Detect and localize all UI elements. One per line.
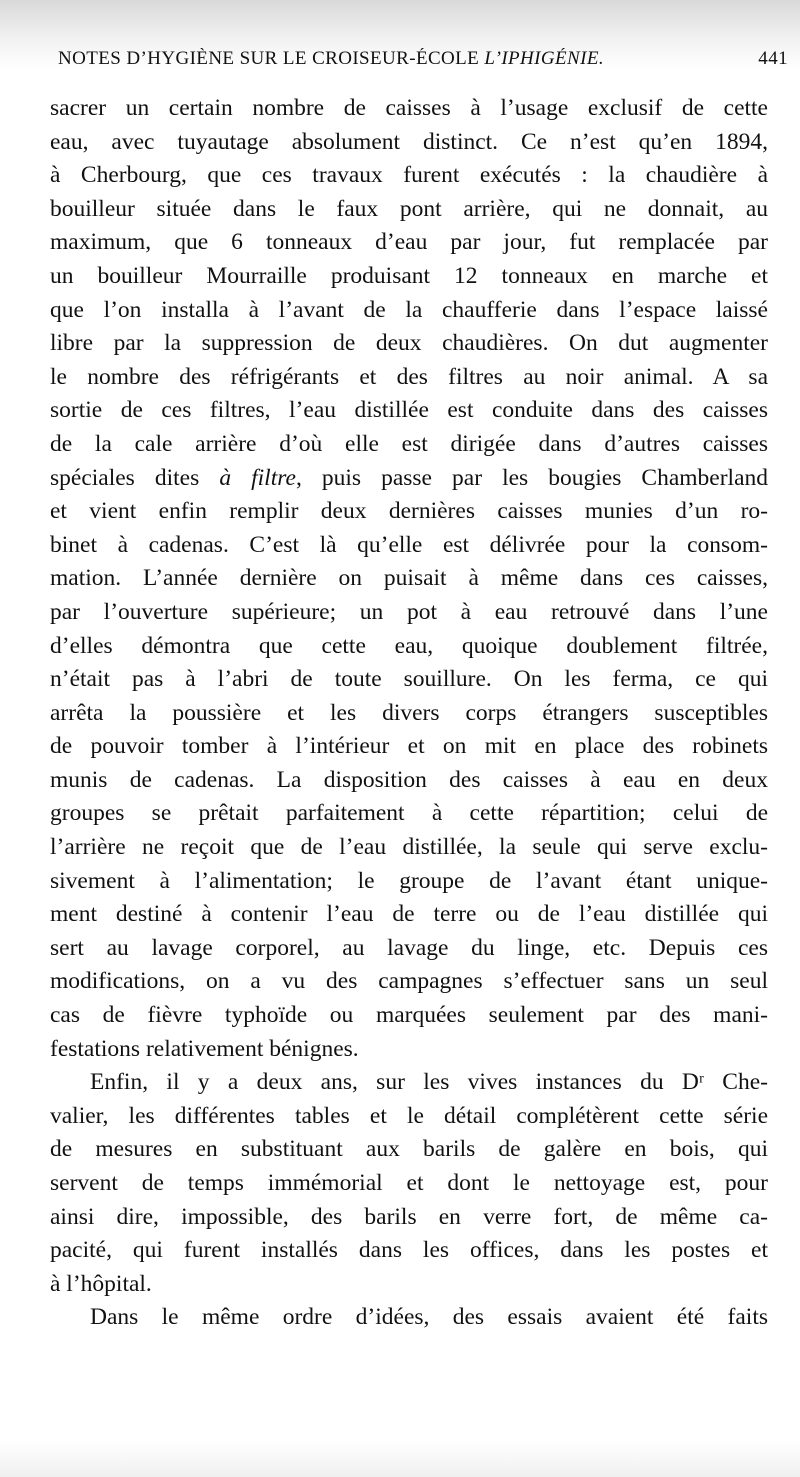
text-line: bouilleur située dans le faux pont arrière, qui ne donnait, au <box>50 195 768 222</box>
text-line: arrêta la poussière et les divers corps étrangers susceptibles <box>50 699 768 726</box>
text-line: n’était pas à l’abri de toute souillure. On les ferma, ce qui <box>50 666 768 693</box>
text-line: servent de temps immémorial et dont le nettoyage est, pour <box>50 1170 768 1196</box>
paragraph <box>50 92 768 1066</box>
page-number: 441 <box>758 48 788 69</box>
text-line: munis de cadenas. La disposition des caisses à eau en deux <box>50 766 768 793</box>
text-line: l’arrière ne reçoit que de l’eau distillée, la seule qui serve exclu- <box>50 834 768 861</box>
text-line: binet à cadenas. C’est là qu’elle est délivrée pour la consom- <box>50 531 768 558</box>
text-line: groupes se prêtait parfaitement à cette répartition; celui de <box>50 800 768 827</box>
text-line: sacrer un certain nombre de caisses à l’usage exclusif de cette <box>50 95 768 121</box>
text-line: maximum, que 6 tonneaux d’eau par jour, fut remplacée par <box>50 229 768 256</box>
text-line: que l’on installa à l’avant de la chaufferie dans l’espace laissé <box>50 296 768 323</box>
running-header <box>58 48 788 82</box>
text-line: de pouvoir tomber à l’intérieur et on mit en place des robinets <box>50 733 768 760</box>
text-line: de mesures en substituant aux barils de galère en bois, qui <box>50 1136 768 1163</box>
text-line: ment destiné à contenir l’eau de terre ou de l’eau distillée qui <box>50 901 768 928</box>
text-line: par l’ouverture supérieure; un pot à eau retrouvé dans l’une <box>50 598 768 625</box>
text-line: de la cale arrière d’où elle est dirigée dans d’autres caisses <box>50 430 768 457</box>
text-line: sivement à l’alimentation; le groupe de l’avant étant unique- <box>50 867 768 894</box>
text-line: sortie de ces filtres, l’eau distillée est conduite dans des caisses <box>50 397 768 424</box>
running-title-italic: L’IPHIGÉNIE. <box>484 48 604 69</box>
text-line: cas de fièvre typhoïde ou marquées seulement par des mani- <box>50 1002 768 1029</box>
text-line: d’elles démontra que cette eau, quoique doublement filtrée, <box>50 632 768 659</box>
text-line: un bouilleur Mourraille produisant 12 tonneaux en marche et <box>50 262 768 289</box>
text-line: à Cherbourg, que ces travaux furent exécutés : la chaudière à <box>50 162 768 189</box>
text-line: à l’hôpital. <box>50 1270 152 1297</box>
text-line: festations relativement bénignes. <box>50 1035 359 1062</box>
running-title <box>58 48 604 70</box>
paragraph <box>50 1301 768 1335</box>
text-line: Dans le même ordre d’idées, des essais avaient été faits <box>90 1304 768 1331</box>
text-line: pacité, qui furent installés dans les offices, dans les postes et <box>50 1237 768 1264</box>
body-text <box>50 92 768 1335</box>
text-line: et vient enfin remplir deux dernières caisses munies d’un ro- <box>50 498 768 525</box>
text-line: libre par la suppression de deux chaudières. On dut augmenter <box>50 330 768 357</box>
text-line: spéciales dites à filtre, puis passe par les bougies Chamberland <box>50 464 768 491</box>
paragraph <box>50 1066 768 1301</box>
text-line: eau, avec tuyautage absolument distinct. Ce n’est qu’en 1894, <box>50 128 768 155</box>
text-line: ainsi dire, impossible, des barils en verre fort, de même ca- <box>50 1203 768 1230</box>
text-line: le nombre des réfrigérants et des filtres au noir animal. A sa <box>50 363 768 390</box>
text-line: sert au lavage corporel, au lavage du linge, etc. Depuis ces <box>50 934 768 961</box>
text-line: valier, les différentes tables et le détail complétèrent cette série <box>50 1102 768 1129</box>
text-line: mation. L’année dernière on puisait à même dans ces caisses, <box>50 565 768 592</box>
text-line: modifications, on a vu des campagnes s’effectuer sans un seul <box>50 968 768 995</box>
running-title-text: NOTES D’HYGIÈNE SUR LE CROISEUR-ÉCOLE <box>58 48 485 69</box>
text-line: Enfin, il y a deux ans, sur les vives instances du Dʳ Che- <box>90 1069 768 1096</box>
